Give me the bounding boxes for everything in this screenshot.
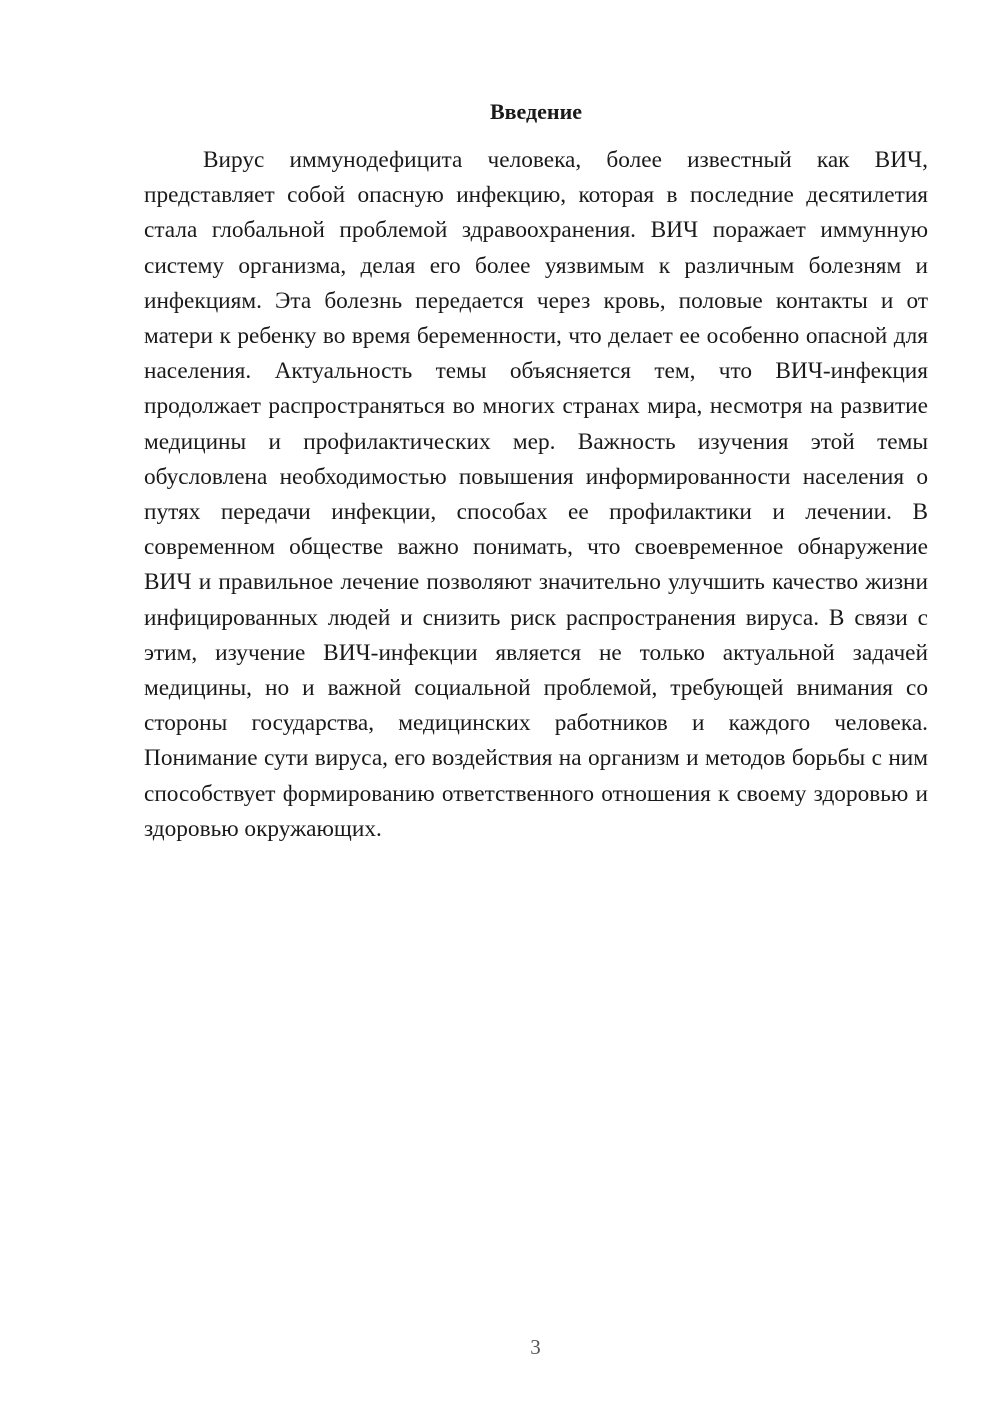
introduction-paragraph: Вирус иммунодефицита человека, более известный как ВИЧ, представляет собой опасную инфекцию, которая в последние десятилетия стала глобальной проблемой здравоохранения. ВИЧ поражает иммунную систему организма, делая его более уязвимым к различным болезням и инфекциям. Эта болезнь передается через кровь, половые контакты и от матери к ребенку во время беременности, что делает ее особенно опасной для населения. Актуальность темы объясняется тем, что ВИЧ-инфекция продолжает распространяться во многих странах мира, несмотря на развитие медицины и профилактических мер. Важность изучения этой темы обусловлена необходимостью повышения информированности населения о путях передачи инфекции, способах ее профилактики и лечении. В современном обществе важно понимать, что своевременное обнаружение ВИЧ и правильное лечение позволяют значительно улучшить качество жизни инфицированных людей и снизить риск распространения вируса. В связи с этим, изучение ВИЧ-инфекции является не только актуальной задачей медицины, но и важной социальной проблемой, требующей внимания со стороны государства, медицинских работников и каждого человека. Понимание сути вируса, его воздействия на организм и методов борьбы с ним способствует формированию ответственного отношения к своему здоровью и здоровью окружающих. xyxy=(144,147,928,842)
page-number: 3 xyxy=(530,1335,541,1359)
section-title: Введение xyxy=(489,99,583,124)
